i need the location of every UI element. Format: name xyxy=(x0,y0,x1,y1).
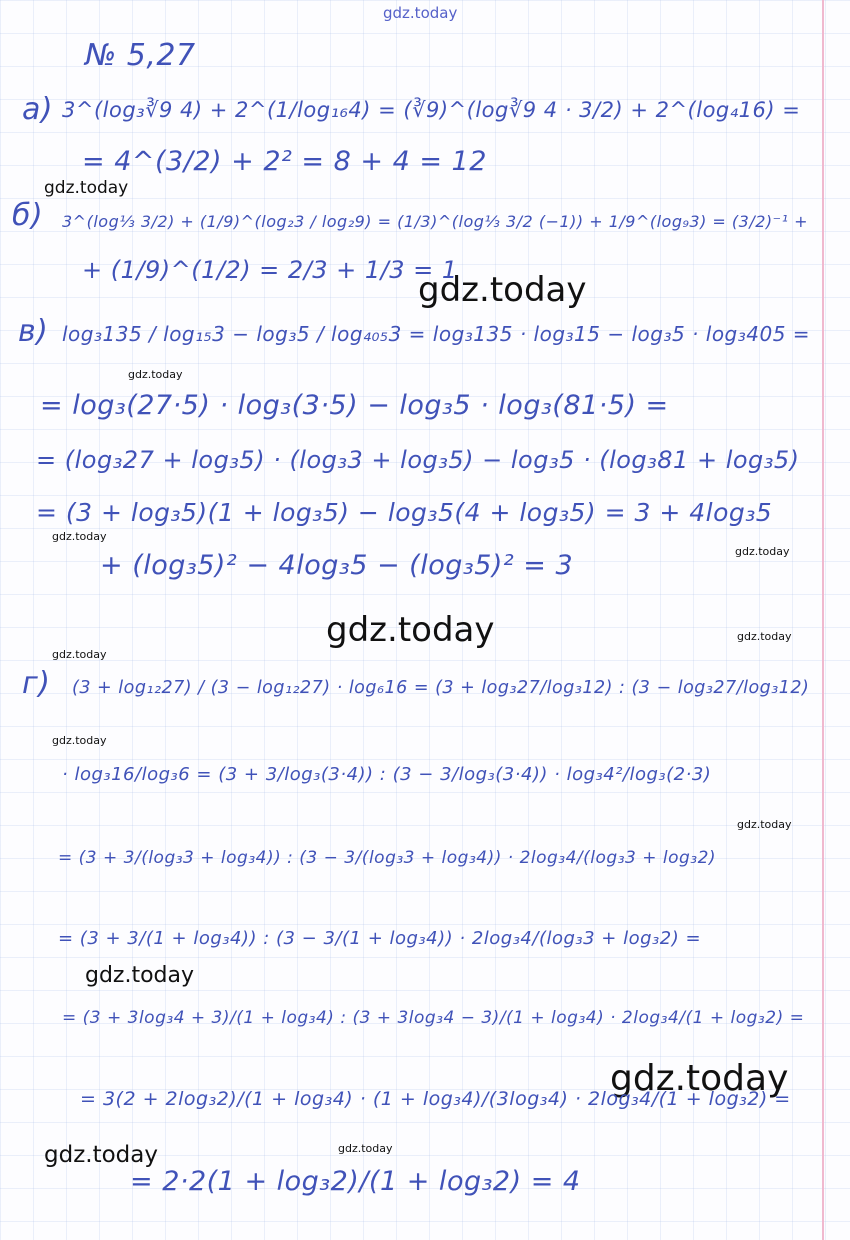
part-g-line-7: = 2·2(1 + log₃2)/(1 + log₃2) = 4 xyxy=(130,1166,581,1197)
part-g-line-6: = 3(2 + 2log₃2)/(1 + log₃4) · (1 + log₃4)/(3log₃4) · 2log₃4/(1 + log₃2) = xyxy=(80,1088,791,1110)
part-b-line-1: 3^(log⅓ 3/2) + (1/9)^(log₂3 / log₂9) = (1/3)^(log⅓ 3/2 (−1)) + 1/9^(log₉3) = (3/2)⁻¹ + xyxy=(62,212,808,231)
watermark: gdz.today xyxy=(52,530,107,543)
margin-line xyxy=(822,0,824,1240)
watermark: gdz.today xyxy=(326,610,495,650)
part-g-line-1: (3 + log₁₂27) / (3 − log₁₂27) · log₆16 = (3 + log₃27/log₃12) : (3 − log₃27/log₃12) xyxy=(72,678,810,698)
part-g-line-2: · log₃16/log₃6 = (3 + 3/log₃(3·4)) : (3 − 3/log₃(3·4)) · log₃4²/log₃(2·3) xyxy=(62,764,712,785)
watermark: gdz.today xyxy=(52,648,107,661)
watermark: gdz.today xyxy=(85,963,195,988)
part-a-label: а) xyxy=(22,92,54,127)
watermark: gdz.today xyxy=(44,178,129,198)
watermark: gdz.today xyxy=(52,734,107,747)
part-v-line-1: log₃135 / log₁₅3 − log₃5 / log₄₀₅3 = log₃135 · log₃15 − log₃5 · log₃405 = xyxy=(62,322,811,346)
part-g-line-4: = (3 + 3/(1 + log₃4)) : (3 − 3/(1 + log₃4)) · 2log₃4/(log₃3 + log₃2) = xyxy=(58,928,702,949)
problem-number: № 5,27 xyxy=(85,38,196,73)
part-v-line-2: = log₃(27·5) · log₃(3·5) − log₃5 · log₃(81·5) = xyxy=(40,390,669,421)
part-v-label: в) xyxy=(18,314,49,349)
watermark: gdz.today xyxy=(44,1142,158,1168)
part-a-line-1: 3^(log₃∛9 4) + 2^(1/log₁₆4) = (∛9)^(log∛9 4 · 3/2) + 2^(log₄16) = xyxy=(62,98,801,122)
watermark: gdz.today xyxy=(610,1058,789,1099)
part-b-line-2: + (1/9)^(1/2) = 2/3 + 1/3 = 1 xyxy=(82,256,458,284)
part-v-line-5: + (log₃5)² − 4log₃5 − (log₃5)² = 3 xyxy=(100,550,574,581)
watermark: gdz.today xyxy=(418,270,587,310)
part-g-label: г) xyxy=(22,666,51,701)
part-b-label: б) xyxy=(12,198,44,233)
part-a-line-2: = 4^(3/2) + 2² = 8 + 4 = 12 xyxy=(82,146,487,177)
part-v-line-4: = (3 + log₃5)(1 + log₃5) − log₃5(4 + log₃5) = 3 + 4log₃5 xyxy=(36,498,773,527)
watermark: gdz.today xyxy=(338,1142,393,1155)
watermark: gdz.today xyxy=(735,545,790,558)
part-g-line-3: = (3 + 3/(log₃3 + log₃4)) : (3 − 3/(log₃3 + log₃4)) · 2log₃4/(log₃3 + log₃2) xyxy=(58,848,717,868)
part-g-line-5: = (3 + 3log₃4 + 3)/(1 + log₃4) : (3 + 3log₃4 − 3)/(1 + log₃4) · 2log₃4/(1 + log₃2) = xyxy=(62,1008,805,1028)
watermark-top: gdz.today xyxy=(383,4,458,22)
part-v-line-3: = (log₃27 + log₃5) · (log₃3 + log₃5) − log₃5 · (log₃81 + log₃5) xyxy=(36,446,800,474)
watermark: gdz.today xyxy=(737,630,792,643)
watermark: gdz.today xyxy=(737,818,792,831)
watermark: gdz.today xyxy=(128,368,183,381)
